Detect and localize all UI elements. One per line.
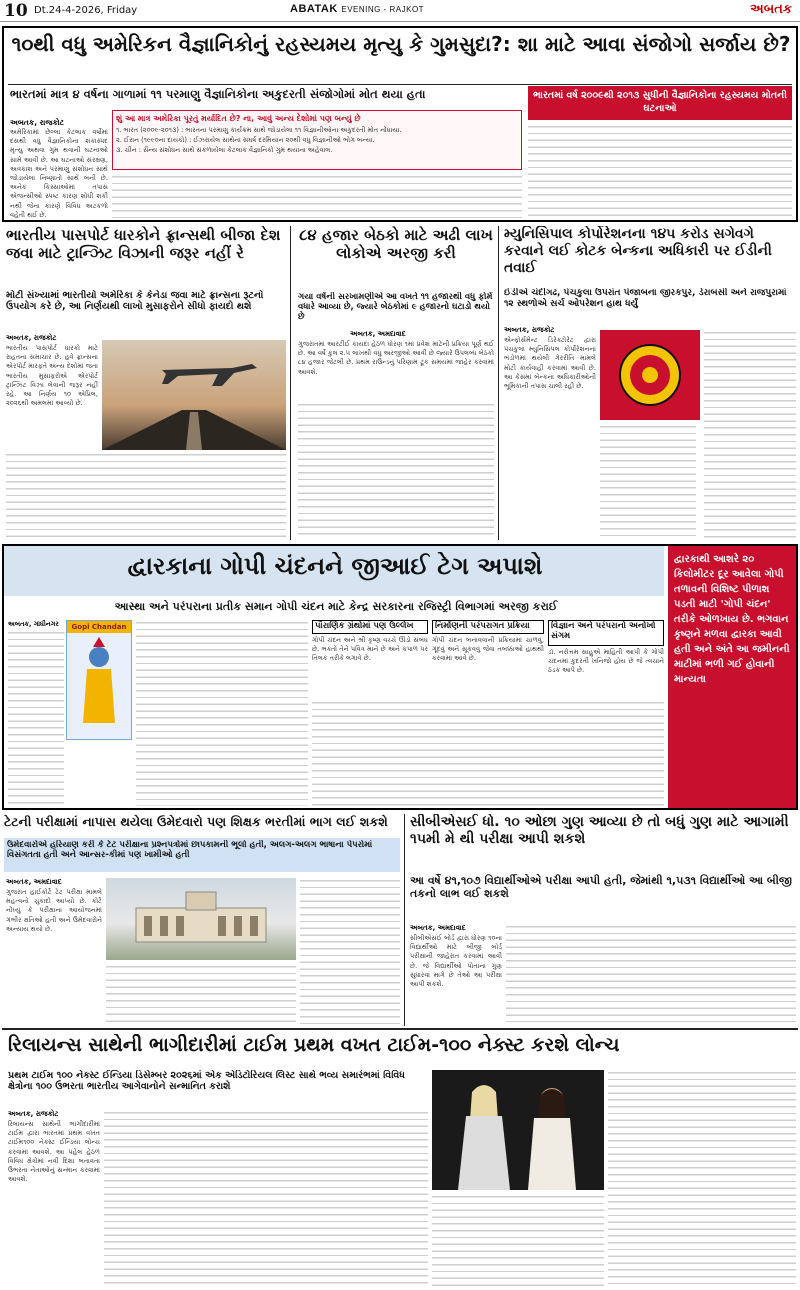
story1-byline: અબતક, રાજકોટ: [10, 118, 65, 127]
story6-columns-text: [106, 964, 296, 1024]
story3-byline: અબતક, અમદાવાદ: [350, 330, 406, 338]
story1-question: શું આ માત્ર અમેરિકા પૂરતું મર્યાદિત છે? ના, આવું અન્ય દેશોમાં પણ બન્યું છે: [116, 114, 361, 123]
logo: અબતક: [750, 1, 792, 16]
story1-list-item: ૧. ભારત (૨૦૦૯-૨૦૧૩) : ભારતના પરમાણુ કાર્યક્રમ સાથે જોડાયેલા ૧૧ વિજ્ઞાનીઓના અકુદરતી મોત નોંધાયા.: [116, 126, 402, 134]
story3-headline: ૮૪ હજાર બેઠકો માટે અઢી લાખ લોકોએ અરજી કરી: [299, 226, 493, 262]
story1-sidebar-title: [528, 86, 792, 120]
story8-columns-text: [608, 1070, 796, 1286]
story2-photo: [102, 340, 286, 450]
story8-photo: [432, 1070, 604, 1190]
story5-section-body: ડૉ. નરોત્તમ સાહુએ માહિતી આપી કે ગોપી ચંદનમાં કુદરતી ખનિજો હોય છે જે ત્વચાને ઠંડક આપે છે.: [548, 648, 664, 675]
story5-section-body: ગોપી ચંદન બનાવવાની પ્રક્રિયામાં ચાળવું, ગૂંદવું અને સૂકવવું જેવા તબક્કાઓ હાથથી કરવામાં આવે છે.: [432, 636, 544, 663]
speakers-photo-icon: [432, 1070, 604, 1190]
page-header: [0, 0, 800, 22]
divider: [498, 226, 499, 540]
story8-byline: અબતક, રાજકોટ: [8, 1110, 59, 1118]
masthead-title: ABATAK: [290, 3, 338, 15]
story7-columns-text: [506, 924, 796, 1022]
story2-subhead: મોટી સંખ્યામાં ભારતીયો અમેરિકા કે કેનેડા જવા માટે ફ્રાન્સના રૂટનો ઉપયોગ કરે છે, આ નિર્ણયથી લાખો મુસાફરોને સીધો ફાયદો થશે: [6, 290, 264, 313]
story5-subhead: આસ્થા અને પરંપરાના પ્રતીક સમાન ગોપી ચંદન માટે કેન્દ્ર સરકારના રજિસ્ટ્રી વિભાગમાં અરજી કરાઈ: [114, 600, 558, 613]
story7-byline: અબતક, અમદાવાદ: [410, 924, 466, 932]
story5-sidebar: [668, 546, 796, 808]
divider: [2, 1028, 798, 1030]
story2-headline: ભારતીય પાસપોર્ટ ધારકોને ફ્રાન્સથી બીજા દેશ જવા માટે ટ્રાન્ઝિટ વિઝાની જરૂર નહીં રે: [6, 226, 281, 262]
story4-body: એન્ફોર્સમેન્ટ ડિરેક્ટોરેટ દ્વારા પંચકુલા મ્યુનિસિપલ કોર્પોરેશનના ભંડોળમાં થયેલી ગેરરીતિ મામલે મોટી કાર્યવાહી કરવામાં આવી છે. આ કેસમાં બેન્કના અધિકારીઓની ભૂમિકાની તપાસ ચાલી રહી છે.: [504, 336, 596, 391]
story4-subhead: ઈડીએ ચંદીગઢ, પંચકુલા ઉપરાંત પંજાબના જીરકપુર, ડેરાબસી અને રાજપુરામાં ૧૨ સ્થળોએ સર્ચ ઓપરેશન હાથ ધર્યું: [504, 288, 787, 309]
story5-columns-text: [312, 700, 664, 806]
story1-headline: ૧૦થી વધુ અમેરિકન વૈજ્ઞાનિકોનું રહસ્યમય મૃત્યુ કે ગુમસુદા?: શા માટે આવા સંજોગો સર્જાય છે?: [11, 32, 791, 56]
story1-body: અમેરિકામાં છેલ્લા કેટલાક વર્ષોમાં દસથી વધુ વૈજ્ઞાનિકોના શંકાસ્પદ મૃત્યુ અથવા ગુમ થવાની ઘટનાઓ સામે આવી છે. આ ઘટનાઓ સંરક્ષણ, અવકાશ અને પરમાણુ સંશોધન સાથે જોડાયેલા નિષ્ણાતો સાથે બની છે. અનેક કિસ્સાઓમાં તપાસ એજન્સીઓ સ્પષ્ટ કારણ શોધી શકી નથી જેના કારણે વિવિધ અટકળો વહેતી થઈ છે.: [10, 128, 108, 218]
story5-section-title: નિર્માણની પરંપરાગત પ્રક્રિયા: [432, 620, 544, 634]
story2-body: ભારતીય પાસપોર્ટ ધારકો માટે રાહતના સમાચાર છે. હવે ફ્રાન્સના એરપોર્ટ મારફતે અન્ય દેશોમાં જતા ભારતીય મુસાફરોએ એરપોર્ટ ટ્રાન્ઝિટ વિઝા લેવાની જરૂર નહીં રહે. આ નિર્ણય ૧૦ એપ્રિલ, ૨૦૨૬થી અમલમાં આવ્યો છે.: [6, 344, 98, 408]
story4-columns-text: [600, 424, 696, 538]
divider: [404, 814, 405, 1026]
story6-columns-text: [300, 878, 400, 1024]
product-label: Gopi Chandan: [67, 621, 131, 633]
story5-section-body: ગોપી ચંદન અને શ્રી કૃષ્ણ વચ્ચે ઊંડો સંબંધ છે. ભક્તો તેને પવિત્ર માને છે અને કપાળ પર તિલક તરીકે લગાવે છે.: [312, 636, 428, 663]
story8-columns-text: [104, 1110, 428, 1286]
story2-byline: અબતક, રાજકોટ: [6, 334, 57, 342]
masthead: [290, 3, 424, 15]
story1-list-item: ૩. ચીન : સૈન્ય સંશોધન સાથે સંકળાયેલા કેટલાક વૈજ્ઞાનિકો ગુમ થયાના અહેવાલ.: [116, 146, 333, 154]
story5-headline: દ્વારકાના ગોપી ચંદનને જીઆઈ ટેગ અપાશે: [127, 552, 543, 580]
story4-headline: મ્યુનિસિપાલ કોર્પોરેશનના ૧૪૫ કરોડ સગેવગે કરવાને લઈ કોટક બેન્કના અધિકારી પર ઈડીની તવાઈ: [504, 226, 772, 276]
airplane-icon: [102, 340, 286, 450]
story5-byline: અબતક, ગાંધીનગર: [8, 620, 59, 628]
story6-byline: અબતક, અમદાવાદ: [6, 878, 62, 886]
page-number: 10: [4, 1, 28, 21]
story3-columns-text: [298, 402, 494, 538]
story4-byline: અબતક, રાજકોટ: [504, 326, 555, 334]
story5-section-title: પૌરાણિક ગ્રંથોમાં પણ ઉલ્લેખ: [312, 620, 428, 634]
story6-photo: [106, 878, 296, 960]
story1-list-item: ૨. ઈરાન (૧૯૯૦ના દાયકો) : ઈઝરાયેલ સાથેના સંઘર્ષ દરમિયાન ૨૦થી વધુ વિજ્ઞાનીઓ ભોગ બન્યા.: [116, 136, 375, 144]
story8-headline: રિલાયન્સ સાથેની ભાગીદારીમાં ટાઈમ પ્રથમ વખત ટાઈમ-૧૦૦ નેક્સ્ટ કરશે લોન્ચ: [8, 1034, 620, 1056]
story1-columns-text: [112, 174, 522, 218]
divider: [8, 84, 792, 85]
high-court-building-icon: [106, 878, 296, 960]
story7-subhead: આ વર્ષે ૪૧,૧૦૭ વિદ્યાર્થીઓએ પરીક્ષા આપી હતી, જેમાંથી ૧,૫૩૧ વિદ્યાર્થીઓ આ બીજી તકનો લાભ લઈ શકશે: [410, 874, 792, 901]
story6-headline: ટેટની પરીક્ષામાં નાપાસ થયેલા ઉમેદવારો પણ શિક્ષક ભરતીમાં ભાગ લઈ શકશે: [4, 814, 388, 829]
divider: [290, 226, 291, 540]
story1-sidebar-title-text: ભારતમાં વર્ષ ૨૦૦૯થી ૨૦૧૩ સુધીની વૈજ્ઞાનિકોના રહસ્યમય મોતની ઘટનાઓ: [533, 90, 787, 114]
story6-subhead-box: [4, 838, 400, 872]
story3-subhead: ગયા વર્ષની સરખામણીએ આ વખતે ૧૧ હજારથી વધુ ફોર્મ વધારે આવ્યા છે, જ્યારે બેઠકોમાં ૯ હજારનો ઘટાડો થયો છે: [298, 292, 493, 323]
story7-headline: સીબીએસઈ ધો. ૧૦ ઓછા ગુણ આવ્યા છે તો બધું ગુણ માટે આગામી ૧૫મી મે થી પરીક્ષા આપી શકશે: [410, 814, 789, 847]
story1-subhead: ભારતમાં માત્ર ૪ વર્ષના ગાળામાં ૧૧ પરમાણુ વૈજ્ઞાનિકોના અકુદરતી સંજોગોમાં મોત થયા હતા: [10, 88, 426, 101]
story2-columns-text: [6, 452, 286, 538]
gopi-chandan-product: [66, 620, 132, 740]
story5-columns-text: [136, 620, 308, 806]
story8-body: રિલાયન્સ સાથેની ભાગીદારીમાં ટાઈમ દ્વારા ભારતમાં પ્રથમ વખત ટાઈમ૧૦૦ નેક્સ્ટ ઈન્ડિયા લોન્ચ કરવામાં આવશે. આ પહેલ હેઠળ વિવિધ ક્ષેત્રોમાં નવી દિશા બતાવતા ઉભરતા નેતાઓનું સન્માન કરવામાં આવશે.: [8, 1120, 100, 1184]
masthead-edition: EVENING - RAJKOT: [341, 5, 425, 14]
ed-emblem: [600, 330, 700, 420]
story8-subhead: પ્રથમ ટાઈમ ૧૦૦ નેક્સ્ટ ઈન્ડિયા ડિસેમ્બર ૨૦૨૬માં એક એડિટોરિયલ લિસ્ટ સાથે ભવ્ય સમારંભમાં વિવિધ ક્ષેત્રોના ૧૦૦ ઉભરતા ભારતીય આગેવાનોને સન્માનિત કરાશે: [8, 1070, 405, 1093]
story7-body: સીબીએસઈ બોર્ડ દ્વારા ધોરણ ૧૦ના વિદ્યાર્થીઓ માટે બીજી બોર્ડ પરીક્ષાની જાહેરાત કરવામાં આવી છે. જે વિદ્યાર્થીઓ પોતાના ગુણ સુધારવા માગે છે તેઓ આ પરીક્ષા આપી શકશે.: [410, 934, 502, 989]
ed-emblem-icon: [615, 340, 685, 410]
story4-columns-text: [704, 330, 796, 538]
story6-body: ગુજરાત હાઈકોર્ટે ટેટ પરીક્ષા મામલે મહત્વનો ચુકાદો આપ્યો છે. કોર્ટે નોંધ્યું કે પરીક્ષાના આયોજનમાં ગંભીર ક્ષતિઓ હતી અને ઉમેદવારોને અન્યાય થયો છે.: [6, 888, 102, 933]
story1-sidebar-text: [528, 124, 792, 218]
story6-subhead: ઉમેદવારોએ હરિયાણ કરી કે ટેટ પરીક્ષાના પ્રશ્નપત્રોમાં છાપકામની ભૂલો હતી, અલગ-અલગ ભાષાના પેપરોમાં વિસંગતતા હતી અને આન્સર-કીમાં પણ ખામીઓ હતી: [7, 840, 373, 861]
story3-body: ગુજરાતમાં આરટીઈ કાયદા હેઠળ ધોરણ ૧માં પ્રવેશ માટેની પ્રક્રિયા પૂર્ણ થઈ છે. આ વર્ષે કુલ ૨.૫ લાખથી વધુ અરજીઓ આવી છે જ્યારે ઉપલબ્ધ બેઠકો ૮૪ હજાર જેટલી છે. પ્રથમ રાઉન્ડનું પરિણામ ટૂંક સમયમાં જાહેર કરવામાં આવશે.: [298, 340, 494, 376]
story8-columns-text: [432, 1194, 604, 1286]
story5-columns-text: [8, 630, 64, 806]
story1-question-box: [112, 110, 522, 170]
edition-date: Dt.24-4-2026, Friday: [34, 5, 138, 16]
story5-section-title: વિજ્ઞાન અને પરંપરાનો અનોખો સંગમ: [548, 620, 664, 646]
story5-sidebar-text: દ્વારકાથી આશરે ૨૦ કિલોમીટર દૂર આવેલા ગોપી તળાવની વિશિષ્ટ પીળાશ પડતી માટી 'ગોપી ચંદન' તરીકે ઓળખાય છે. ભગવાન કૃષ્ણને મળવા દ્વારકા આવી હતી અને અંતે આ જમીનની માટીમાં ભળી ગઈ હોવાની માન્યતા: [674, 554, 790, 685]
krishna-icon: [67, 633, 131, 733]
